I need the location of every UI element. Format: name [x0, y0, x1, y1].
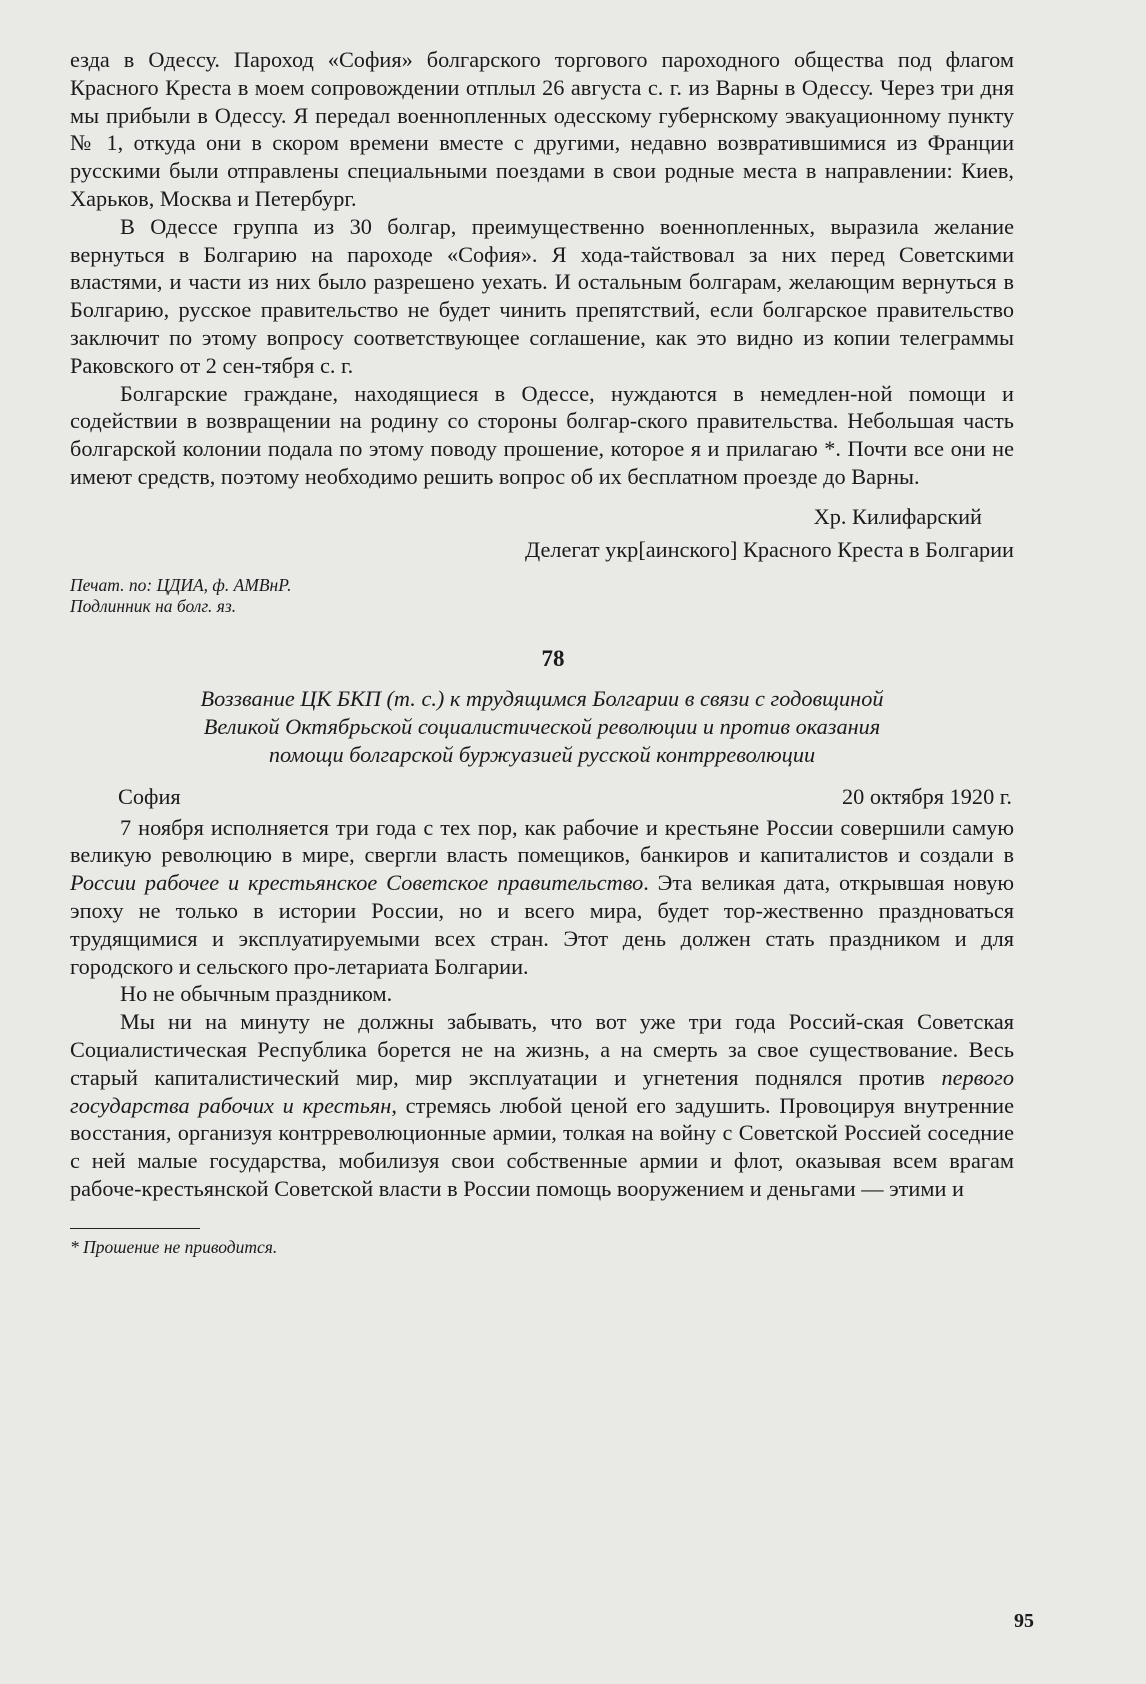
paragraph-anniversary: 7 ноября исполняется три года с тех пор, как рабочие и крестьяне России совершили самую великую революцию в мире, свергли власть помещиков, банкиров и капиталистов и создали в России рабочее и крестьянское Советское правительство. Эта великая дата, открывшая новую эпоху не только в истории России, но и всего мира, будет тор-жественно праздноваться трудящимися и эксплуатируемыми всех стран. Этот день должен стать праздником и для городского и сельского про-летариата Болгарии.	[70, 814, 1015, 979]
source-archive: Печат. по: ЦДИА, ф. АМВнР.	[70, 575, 292, 596]
signature-name: Хр. Килифарский	[813, 503, 982, 529]
document-place: София	[118, 783, 181, 809]
continued-paragraph: езда в Одессу. Пароход «София» болгарского торгового пароходного общества под флагом Красного Креста в моем сопровождении отплыл 26 августа с. г. из Варны в Одессу. Через три дня мы прибыли в Одессу. Я передал военнопленных одесскому губернскому эвакуационному пункту № 1, откуда они в скором времени вместе с другими, недавно возвратившимися из Франции русскими были отправлены специальными поездами в свои родные места в направлении: Киев, Харьков, Москва и Петербург.	[70, 47, 1015, 211]
paragraph-odessa-group: В Одессе группа из 30 болгар, преимущественно военнопленных, выразила желание вернуться в Болгарию на пароходе «София». Я хода-тайствовал за них перед Советскими властями, и части из них было разрешено уехать. И остальным болгарам, желающим вернуться в Болгарию, русское правительство не будет чинить препятствий, если болгарское правительство заключит по этому вопросу соответствующее соглашение, как это видно из копии телеграммы Раковского от 2 сен-тября с. г.	[70, 213, 1015, 378]
paragraph-struggle: Мы ни на минуту не должны забывать, что вот уже три года Россий-ская Советская Социалистическая Республика борется не на жизнь, а на смерть за свое существование. Весь старый капиталистический мир, мир эксплуатации и угнетения поднялся против первого государства рабочих и крестьян, стремясь любой ценой его задушить. Провоцируя внутренние восстания, организуя контрреволюционные армии, толкая на войну с Советской Россией соседние с ней малые государства, мобилизуя свои собственные армии и флот, оказывая всем врагам рабоче-крестьянской Советской власти в России помощь вооружением и деньгами — этими и	[70, 1009, 1015, 1201]
document-title: Воззвание ЦК БКП (т. с.) к трудящимся Болгарии в связи с годовщиной Великой Октябрьской социалистической революции и против оказания помощи болгарской буржуазией русской контрреволюции	[200, 686, 884, 767]
footnote: * Прошение не приводится.	[70, 1236, 278, 1257]
document-date: 20 октября 1920 г.	[842, 783, 1012, 809]
paragraph-citizens: Болгарские граждане, находящиеся в Одессе, нуждаются в немедлен-ной помощи и содействии в возвращении на родину со стороны болгар-ского правительства. Небольшая часть болгарской колонии подала по этому поводу прошение, которое я и прилагаю *. Почти все они не имеют средств, поэтому необходимо решить вопрос об их бесплатном проезде до Варны.	[70, 380, 1014, 489]
page-number: 95	[1014, 1610, 1034, 1632]
document-number: 78	[541, 646, 565, 672]
footnote-divider	[70, 1228, 200, 1229]
source-original-language: Подлинник на болг. яз.	[70, 596, 237, 617]
place-date-line	[70, 783, 1014, 811]
text-column	[70, 46, 1014, 1258]
source-note	[70, 575, 1014, 617]
paragraph-not-ordinary: Но не обычным праздником.	[120, 981, 393, 1007]
signature-position: Делегат укр[аинского] Красного Креста в Болгарии	[525, 536, 1014, 562]
